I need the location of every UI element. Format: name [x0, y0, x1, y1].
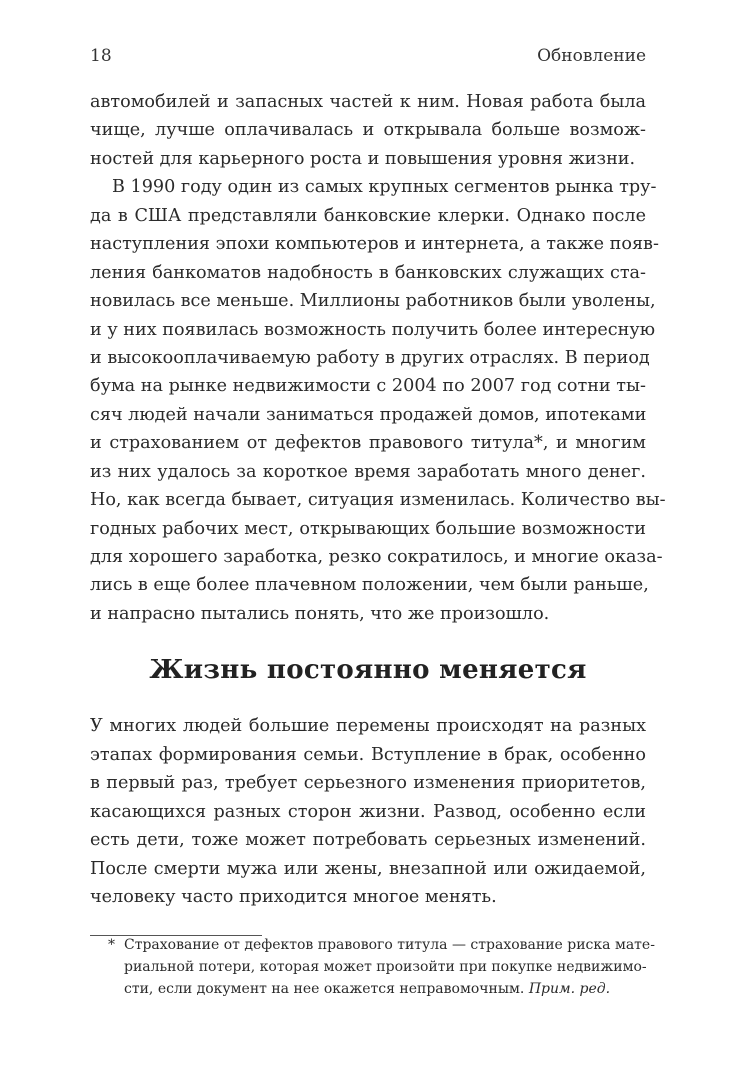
text-line: и высокооплачиваемую работу в других отраслях. В период: [90, 347, 650, 368]
text-line: ностей для карьерного роста и повышения уровня жизни.: [90, 148, 636, 169]
text-line: После смерти мужа или жены, внезапной или ожидаемой,: [90, 858, 646, 879]
text-line: в первый раз, требует серьезного изменения приоритетов,: [90, 773, 646, 794]
text-line: лись в еще более плачевном положении, чем были раньше,: [90, 575, 649, 596]
editor-note: Прим. ред.: [528, 981, 611, 997]
text-line: Но, как всегда бывает, ситуация изменилась. Количество вы-: [90, 490, 666, 511]
text-line: годных рабочих мест, открывающих большие возможности: [90, 518, 646, 539]
text-line: ления банкоматов надобность в банковских служащих ста-: [90, 262, 646, 283]
footnote-text: сти, если документ на нее окажется неправомочным.: [124, 981, 525, 997]
text-line: есть дети, тоже может потребовать серьезных изменений.: [90, 830, 646, 851]
body-text: [90, 88, 666, 911]
text-line: для хорошего заработка, резко сократилось, и многие оказа-: [90, 547, 663, 567]
text-line: и напрасно пытались понять, что же произошло.: [90, 603, 550, 624]
section-heading: Жизнь постоянно меняется: [149, 655, 587, 686]
text-line: новилась все меньше. Миллионы работников были уволены,: [90, 291, 656, 312]
text-line: и у них появилась возможность получить более интересную: [90, 319, 656, 340]
text-line: и страхованием от дефектов правового титула*, и многим: [90, 433, 646, 454]
text-line: этапах формирования семьи. Вступление в брак, особенно: [90, 744, 646, 765]
footnote-line: [108, 956, 646, 978]
running-title: Обновление: [537, 46, 646, 66]
footnote-marker: *: [108, 937, 115, 953]
footnote-text: риальной потери, которая может произойти при покупке недвижимо-: [124, 959, 647, 975]
text-line: да в США представляли банковские клерки. Однако после: [90, 205, 646, 226]
text-line: касающихся разных сторон жизни. Развод, особенно если: [90, 801, 646, 822]
page-number: 18: [90, 46, 112, 66]
text-line: наступления эпохи компьютеров и интернета, а также появ-: [90, 234, 659, 255]
text-line: из них удалось за короткое время заработать много денег.: [90, 461, 646, 482]
footnote-text: Страхование от дефектов правового титула — страхование риска мате-: [124, 937, 655, 953]
footnote-line: [108, 978, 646, 1000]
text-line: В 1990 году один из самых крупных сегментов рынка тру-: [112, 177, 657, 198]
text-line: бума на рынке недвижимости с 2004 по 2007 год сотни ты-: [90, 376, 646, 397]
text-line: автомобилей и запасных частей к ним. Новая работа была: [90, 92, 646, 112]
text-line: человеку часто приходится многое менять.: [90, 886, 497, 907]
footnote-line: [108, 934, 655, 956]
text-line: У многих людей большие перемены происходят на разных: [90, 716, 646, 737]
footnote: [108, 934, 655, 1000]
text-line: сяч людей начали заниматься продажей домов, ипотеками: [90, 404, 647, 425]
text-line: чище, лучше оплачивалась и открывала больше возмож-: [90, 120, 646, 141]
